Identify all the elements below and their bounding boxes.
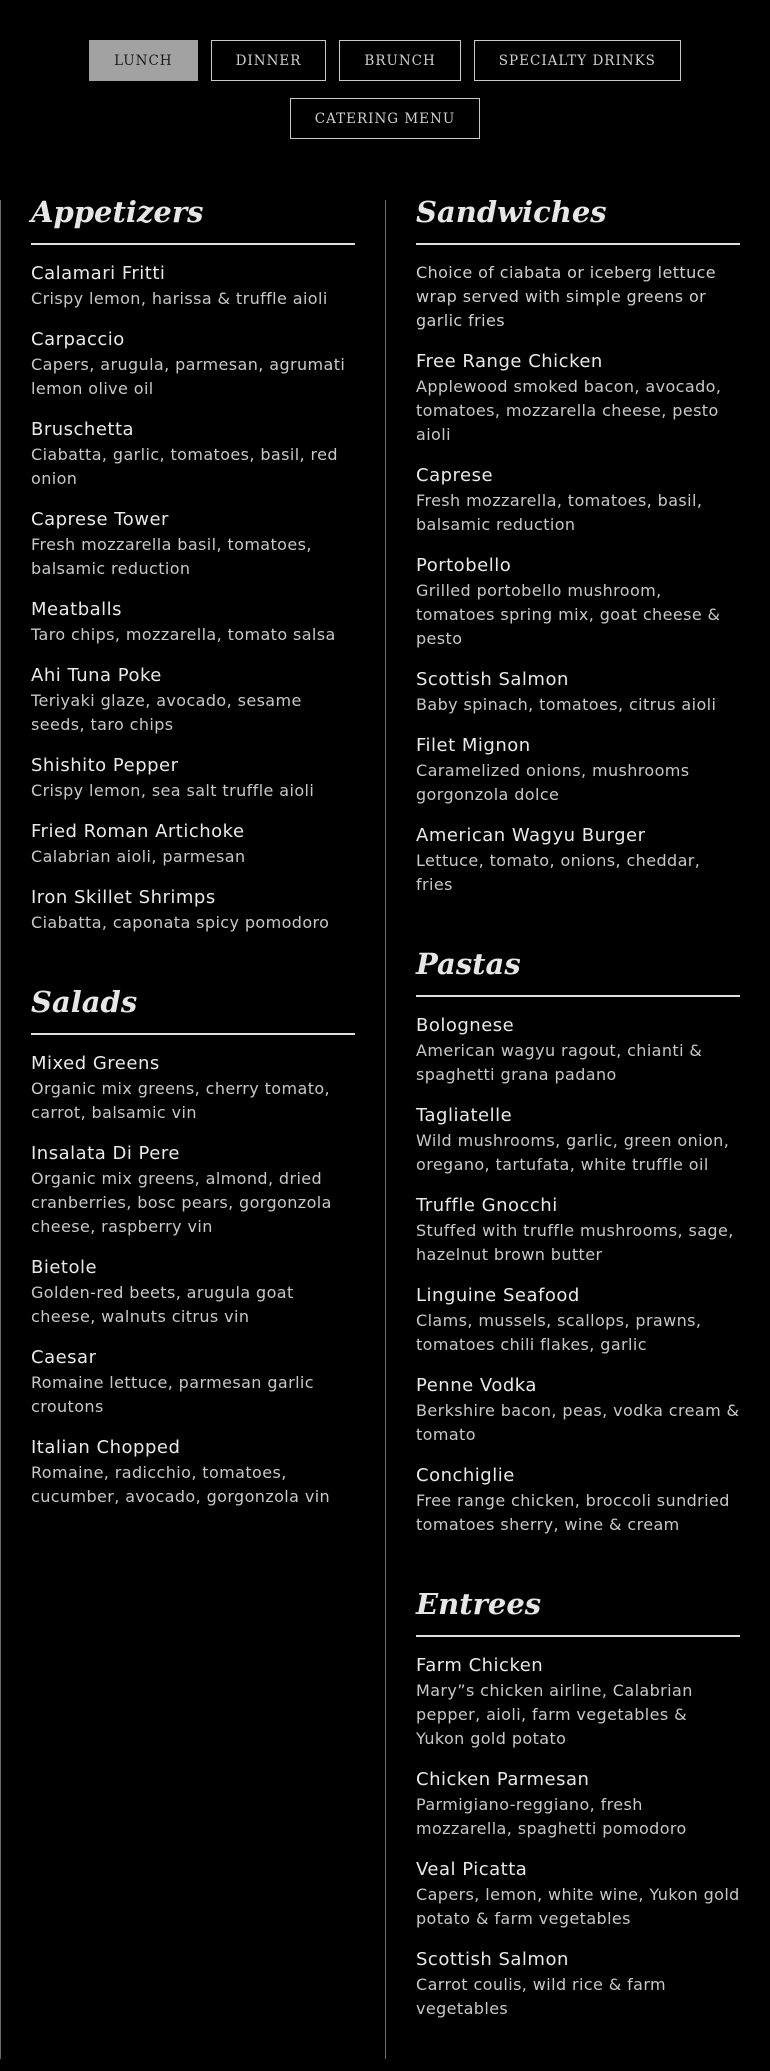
menu-tabs <box>0 40 770 139</box>
section-title: Entrees <box>416 1587 740 1637</box>
menu-item-name: Penne Vodka <box>416 1375 537 1396</box>
menu-item-name: Shishito Pepper <box>31 755 179 776</box>
menu-item-description: Clams, mussels, scallops, prawns, tomatoes chili flakes, garlic <box>416 1311 702 1354</box>
menu-item-description: Wild mushrooms, garlic, green onion, oregano, tartufata, white truffle oil <box>416 1131 730 1174</box>
menu-item-description: American wagyu ragout, chianti & spaghetti grana padano <box>416 1041 703 1084</box>
menu-item-description: Fresh mozzarella basil, tomatoes, balsamic reduction <box>31 535 312 578</box>
menu-item-description: Teriyaki glaze, avocado, sesame seeds, taro chips <box>31 691 302 734</box>
menu-item-name: Bruschetta <box>31 419 135 440</box>
menu-item-name: American Wagyu Burger <box>416 825 646 846</box>
sandwiches-intro: Choice of ciabata or iceberg lettuce wrap served with simple greens or garlic fries <box>416 263 717 330</box>
menu-item-description: Stuffed with truffle mushrooms, sage, hazelnut brown butter <box>416 1221 734 1264</box>
menu-item <box>416 733 740 807</box>
tab-brunch[interactable]: BRUNCH <box>339 40 460 81</box>
item-list <box>31 261 355 935</box>
section-title: Appetizers <box>31 195 355 245</box>
left-edge-divider <box>0 200 1 2059</box>
menu-item-name: Carpaccio <box>31 329 125 350</box>
menu-item <box>31 1141 355 1239</box>
menu-item-description: Baby spinach, tomatoes, citrus aioli <box>416 695 717 714</box>
menu-item-description: Caramelized onions, mushrooms gorgonzola dolce <box>416 761 690 804</box>
menu-item-name: Veal Picatta <box>416 1859 528 1880</box>
menu-item-description: Applewood smoked bacon, avocado, tomatoes, mozzarella cheese, pesto aioli <box>416 377 722 444</box>
menu-item-description: Free range chicken, broccoli sundried tomatoes sherry, wine & cream <box>416 1491 730 1534</box>
menu-item <box>31 417 355 491</box>
column-divider <box>385 200 386 2059</box>
section-title: Pastas <box>416 947 740 997</box>
sandwiches-section <box>416 195 740 897</box>
menu-item-name: Scottish Salmon <box>416 1949 569 1970</box>
menu-item-name: Chicken Parmesan <box>416 1769 590 1790</box>
menu-item-description: Capers, arugula, parmesan, agrumati lemon olive oil <box>31 355 346 398</box>
menu-item-name: Truffle Gnocchi <box>416 1195 558 1216</box>
menu-item-name: Calamari Fritti <box>31 263 166 284</box>
menu-item <box>31 507 355 581</box>
menu-item <box>31 663 355 737</box>
menu-item-name: Meatballs <box>31 599 123 620</box>
menu-item-name: Farm Chicken <box>416 1655 544 1676</box>
tab-specialty-drinks[interactable]: SPECIALTY DRINKS <box>474 40 681 81</box>
tab-lunch[interactable]: LUNCH <box>89 40 198 81</box>
menu-item <box>416 1857 740 1931</box>
menu-item-name: Insalata Di Pere <box>31 1143 180 1164</box>
menu-item <box>416 1373 740 1447</box>
menu-item-name: Linguine Seafood <box>416 1285 580 1306</box>
entrees-section <box>416 1587 740 2021</box>
menu-item <box>416 463 740 537</box>
menu-item-description: Fresh mozzarella, tomatoes, basil, balsamic reduction <box>416 491 703 534</box>
item-list <box>31 1051 355 1509</box>
menu-item-name: Italian Chopped <box>31 1437 181 1458</box>
menu-item-description: Crispy lemon, sea salt truffle aioli <box>31 781 315 800</box>
section-title: Sandwiches <box>416 195 740 245</box>
menu-item <box>416 1013 740 1087</box>
menu-item-description: Romaine lettuce, parmesan garlic croutons <box>31 1373 314 1416</box>
menu-item <box>31 1345 355 1419</box>
menu-item <box>31 1255 355 1329</box>
menu-item-name: Ahi Tuna Poke <box>31 665 162 686</box>
menu-item-description: Calabrian aioli, parmesan <box>31 847 246 866</box>
menu-item-description: Carrot coulis, wild rice & farm vegetables <box>416 1975 667 2018</box>
tab-row-2 <box>0 98 770 139</box>
menu-item-name: Tagliatelle <box>416 1105 513 1126</box>
menu-item <box>416 1103 740 1177</box>
menu-item-name: Caprese <box>416 465 494 486</box>
menu-item <box>31 753 355 803</box>
menu-item-name: Bolognese <box>416 1015 515 1036</box>
item-list <box>416 1653 740 2021</box>
menu-item-name: Mixed Greens <box>31 1053 160 1074</box>
tab-dinner[interactable]: DINNER <box>211 40 327 81</box>
menu-item-description: Crispy lemon, harissa & truffle aioli <box>31 289 328 308</box>
menu-item <box>416 1767 740 1841</box>
menu-item <box>31 1435 355 1509</box>
menu-item <box>416 349 740 447</box>
menu-item <box>31 885 355 935</box>
menu-item-description: Lettuce, tomato, onions, cheddar, fries <box>416 851 701 894</box>
menu-item-description: Organic mix greens, almond, dried cranberries, bosc pears, gorgonzola cheese, raspberry vin <box>31 1169 332 1236</box>
menu-item-description: Grilled portobello mushroom, tomatoes spring mix, goat cheese & pesto <box>416 581 721 648</box>
menu-column-left <box>31 195 355 1559</box>
menu-item-name: Fried Roman Artichoke <box>31 821 245 842</box>
pastas-section <box>416 947 740 1537</box>
item-list <box>416 1013 740 1537</box>
menu-item-description: Parmigiano-reggiano, fresh mozzarella, spaghetti pomodoro <box>416 1795 687 1838</box>
menu-item-description: Capers, lemon, white wine, Yukon gold potato & farm vegetables <box>416 1885 740 1928</box>
menu-item-name: Iron Skillet Shrimps <box>31 887 216 908</box>
menu-item <box>416 1653 740 1751</box>
menu-item <box>416 1947 740 2021</box>
menu-item-name: Portobello <box>416 555 512 576</box>
menu-item <box>416 1463 740 1537</box>
item-list <box>416 349 740 897</box>
section-title: Salads <box>31 985 355 1035</box>
menu-item-name: Free Range Chicken <box>416 351 603 372</box>
menu-item-name: Filet Mignon <box>416 735 531 756</box>
menu-item <box>416 1193 740 1267</box>
menu-item <box>416 823 740 897</box>
menu-item-description: Romaine, radicchio, tomatoes, cucumber, avocado, gorgonzola vin <box>31 1463 331 1506</box>
menu-item-description: Golden-red beets, arugula goat cheese, walnuts citrus vin <box>31 1283 294 1326</box>
salads-section <box>31 985 355 1509</box>
menu-item-description: Ciabatta, garlic, tomatoes, basil, red onion <box>31 445 338 488</box>
menu-item <box>31 819 355 869</box>
menu-item <box>31 327 355 401</box>
tab-catering-menu[interactable]: CATERING MENU <box>290 98 480 139</box>
menu-item <box>31 597 355 647</box>
menu-item-name: Bietole <box>31 1257 98 1278</box>
tab-row-1 <box>0 40 770 81</box>
menu-column-right <box>416 195 740 2071</box>
menu-item-name: Caesar <box>31 1347 97 1368</box>
appetizers-section <box>31 195 355 935</box>
menu-item <box>31 261 355 311</box>
menu-item <box>416 667 740 717</box>
menu-item-name: Caprese Tower <box>31 509 169 530</box>
menu-item <box>31 1051 355 1125</box>
menu-item-name: Conchiglie <box>416 1465 515 1486</box>
menu-item-description: Mary”s chicken airline, Calabrian pepper, aioli, farm vegetables & Yukon gold potato <box>416 1681 693 1748</box>
menu-item-description: Ciabatta, caponata spicy pomodoro <box>31 913 330 932</box>
menu-item-description: Berkshire bacon, peas, vodka cream & tomato <box>416 1401 740 1444</box>
menu-item <box>416 1283 740 1357</box>
menu-item-name: Scottish Salmon <box>416 669 569 690</box>
menu-item <box>416 553 740 651</box>
menu-item-description: Taro chips, mozzarella, tomato salsa <box>31 625 336 644</box>
menu-item-description: Organic mix greens, cherry tomato, carrot, balsamic vin <box>31 1079 331 1122</box>
